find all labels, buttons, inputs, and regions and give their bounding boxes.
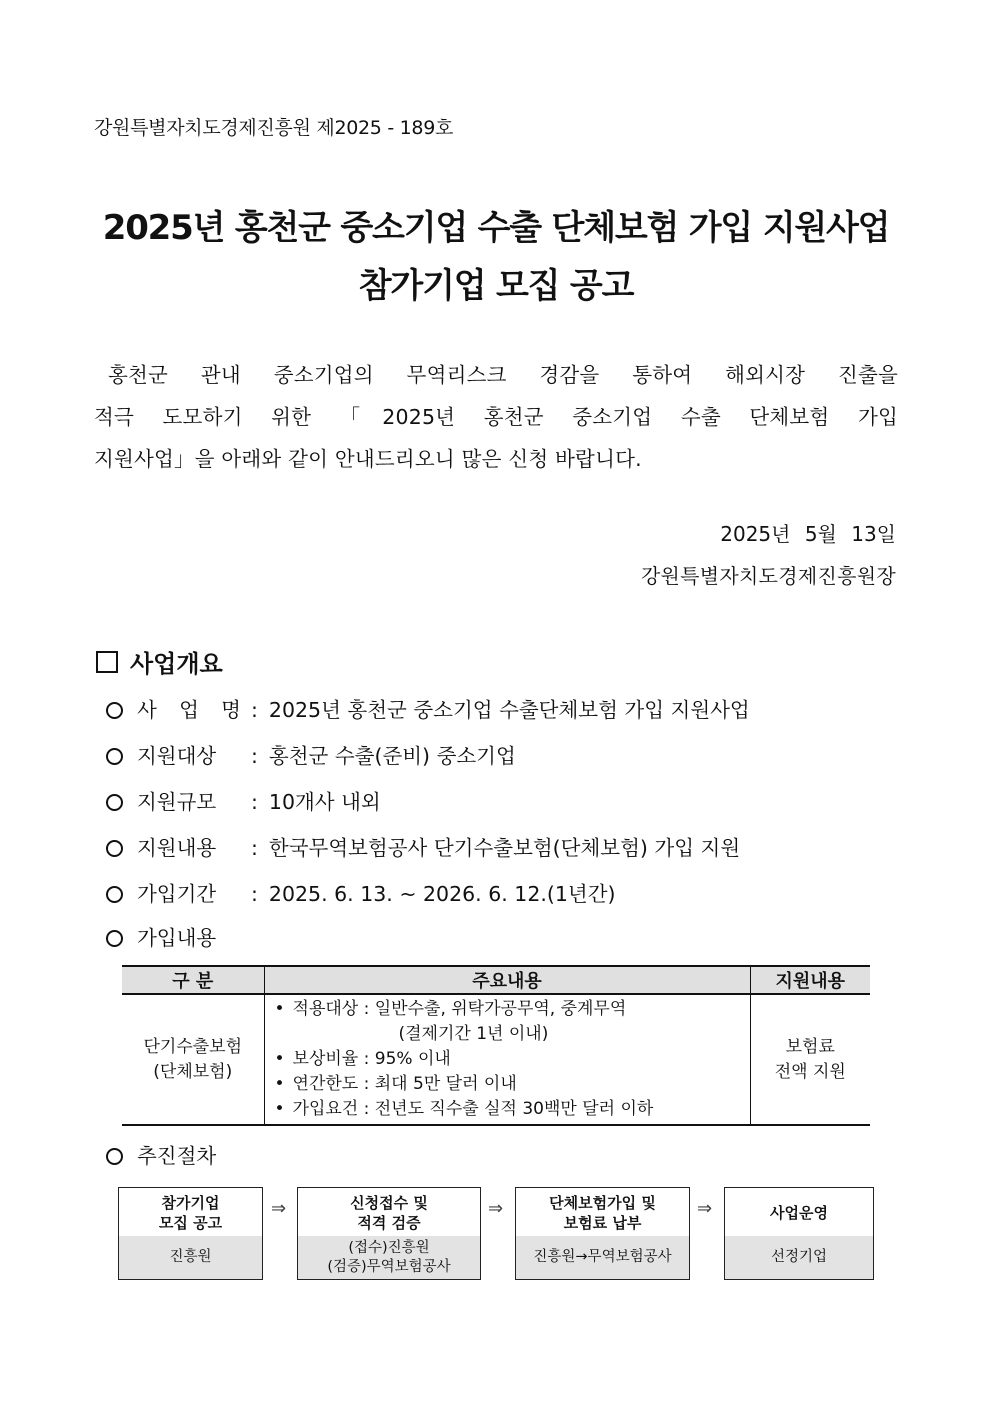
step-actor: 진흥원→무역보험공사 (516, 1236, 689, 1279)
table-row (122, 994, 870, 1125)
arrow-right-icon: ⇒ (271, 1198, 287, 1219)
item-label: 지원내용 (137, 836, 217, 860)
procedure-step (515, 1187, 690, 1280)
intro-paragraph (94, 354, 898, 480)
item-value: 10개사 내외 (268, 790, 381, 814)
step-actor: 진흥원 (119, 1236, 262, 1279)
step-title: 참가기업 모집 공고 (119, 1188, 262, 1238)
circle-bullet-icon (106, 748, 123, 765)
overview-item: 가입기간 : 2025. 6. 13. ~ 2026. 6. 12.(1년간) (106, 877, 616, 907)
intro-line: 지원사업」을 아래와 같이 안내드리오니 많은 신청 바랍니다. (94, 447, 642, 471)
step-actor: 선정기업 (725, 1236, 873, 1279)
step-title: 단체보험가입 및 보험료 납부 (516, 1188, 689, 1238)
procedure-step (724, 1187, 874, 1280)
overview-item: 지원규모 : 10개사 내외 (106, 785, 381, 815)
table-header-cell: 지원내용 (750, 966, 870, 994)
issuer-name: 강원특별자치도경제진흥원장 (640, 564, 896, 588)
circle-bullet-icon (106, 840, 123, 857)
page-title-line1: 2025년 홍천군 중소기업 수출 단체보험 가입 지원사업 (102, 208, 890, 248)
overview-item-procedure: 추진절차 (106, 1139, 216, 1169)
item-label: 지원규모 (137, 790, 217, 814)
table-header-cell: 주요내용 (264, 966, 750, 994)
intro-line: 적극 도모하기 위한 「2025년 홍천군 중소기업 수출 단체보험 가입 (94, 405, 898, 429)
item-label: 가입기간 (137, 882, 217, 906)
item-value: 홍천군 수출(준비) 중소기업 (268, 744, 516, 768)
intro-line: 홍천군 관내 중소기업의 무역리스크 경감을 통하여 해외시장 진출을 (108, 363, 898, 387)
insurance-table (122, 965, 870, 1126)
table-header-row (122, 966, 870, 994)
procedure-step (297, 1187, 481, 1280)
section-heading: 사업개요 (96, 644, 223, 679)
circle-bullet-icon (106, 794, 123, 811)
support-cell: 보험료 전액 지원 (750, 994, 870, 1125)
announcement-date: 2025년 5월 13일 (720, 522, 896, 546)
item-value: 한국무역보험공사 단기수출보험(단체보험) 가입 지원 (268, 836, 741, 860)
procedure-step (118, 1187, 263, 1280)
step-title: 신청접수 및 적격 검증 (298, 1188, 480, 1238)
step-title: 사업운영 (725, 1188, 873, 1238)
overview-item: 사 업 명 : 2025년 홍천군 중소기업 수출단체보험 가입 지원사업 (106, 693, 750, 723)
item-label: 지원대상 (137, 744, 217, 768)
category-cell: 단기수출보험 (단체보험) (122, 994, 264, 1125)
arrow-right-icon: ⇒ (697, 1198, 713, 1219)
overview-item-subscription: 가입내용 (106, 921, 216, 951)
item-value: 2025. 6. 13. ~ 2026. 6. 12.(1년간) (268, 882, 616, 906)
circle-bullet-icon (106, 886, 123, 903)
overview-item: 지원내용 : 한국무역보험공사 단기수출보험(단체보험) 가입 지원 (106, 831, 740, 861)
square-bullet-icon (96, 651, 118, 673)
details-cell: • 적용대상 : 일반수출, 위탁가공무역, 중계무역 (결제기간 1년 이내) • 보상비율 : 95% 이내 • 연간한도 : 최대 5만 달러 이내 • 가입요건 : 전년도 직수출 실적 30백만 달러 이하 (264, 994, 750, 1125)
circle-bullet-icon (106, 1148, 123, 1165)
circle-bullet-icon (106, 930, 123, 947)
document-number: 강원특별자치도경제진흥원 제2025 - 189호 (94, 117, 454, 139)
item-label: 사 업 명 (137, 698, 241, 722)
step-actor: (접수)진흥원 (검증)무역보험공사 (298, 1236, 480, 1279)
circle-bullet-icon (106, 702, 123, 719)
table-header-cell: 구 분 (122, 966, 264, 994)
overview-item: 지원대상 : 홍천군 수출(준비) 중소기업 (106, 739, 516, 769)
page-title-line2: 참가기업 모집 공고 (358, 266, 634, 306)
item-value: 2025년 홍천군 중소기업 수출단체보험 가입 지원사업 (268, 698, 750, 722)
arrow-right-icon: ⇒ (488, 1198, 504, 1219)
